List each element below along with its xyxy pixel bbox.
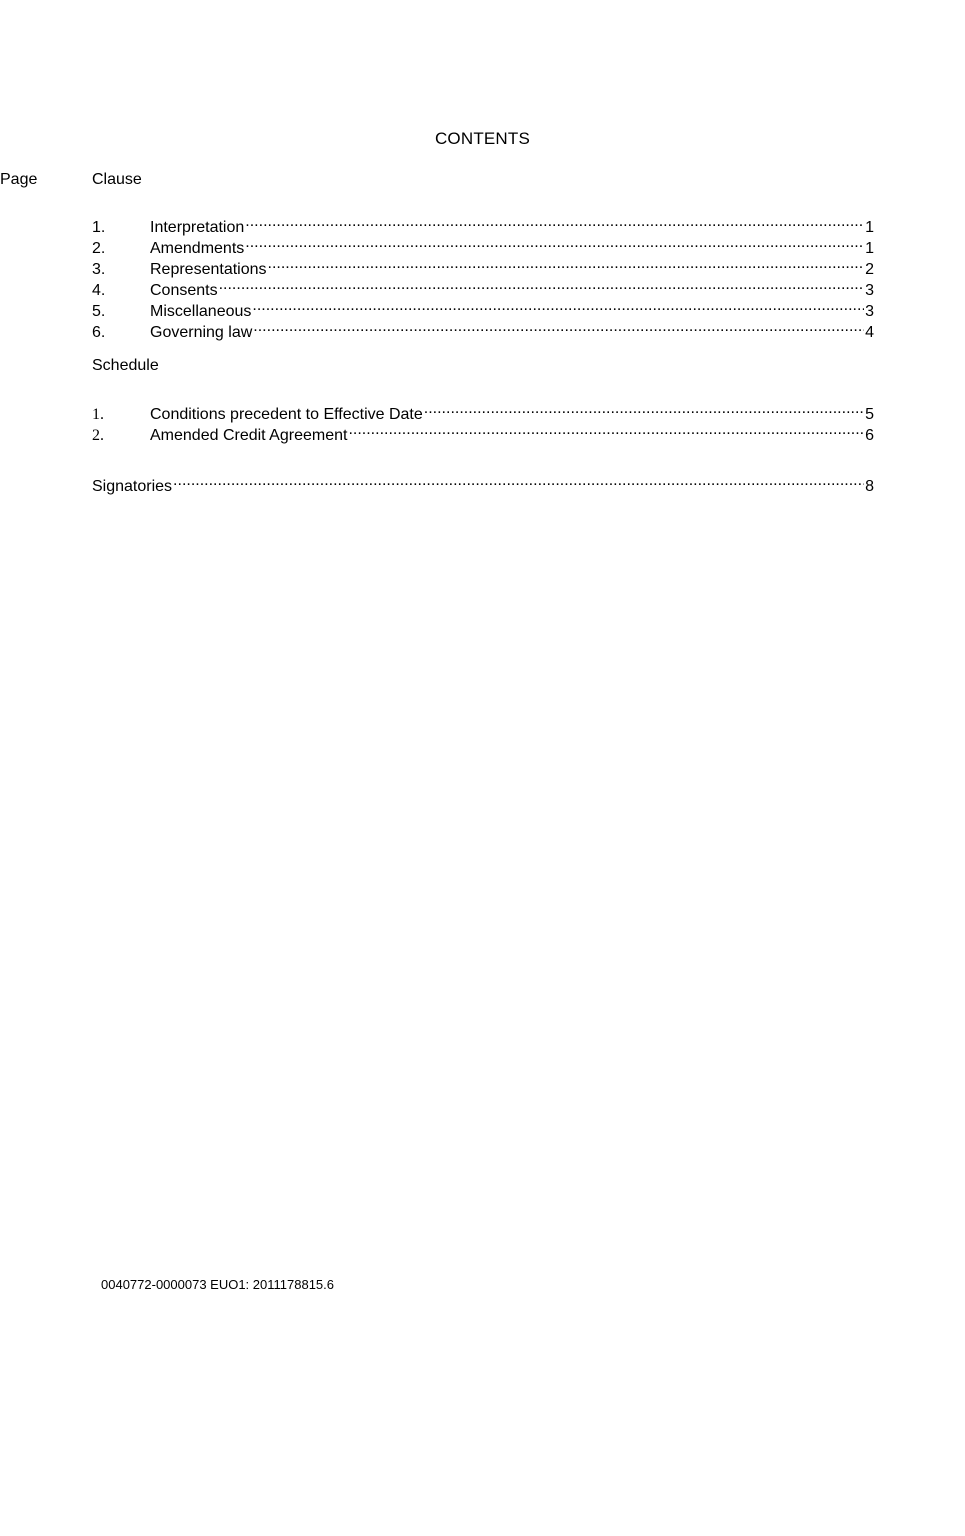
toc-entry-page: 6 (865, 427, 874, 444)
toc-entry-label: Miscellaneous (150, 303, 252, 320)
dot-leader (424, 398, 864, 419)
toc-entry-label: Consents (150, 282, 218, 299)
toc-entry-page: 4 (865, 324, 874, 341)
toc-entry-number: 4. (92, 282, 106, 299)
toc-entry-page: 3 (865, 303, 874, 320)
toc-entry-label: Conditions precedent to Effective Date (150, 406, 423, 423)
schedule-list (92, 398, 874, 444)
toc-entry-page: 8 (865, 478, 874, 495)
toc-entry-label: Governing law (150, 324, 253, 341)
document-reference-footer: 0040772-0000073 EUO1: 2011178815.6 (101, 1277, 334, 1292)
toc-entry-page: 1 (865, 240, 874, 257)
dot-leader (348, 419, 864, 440)
toc-entry-number: 2. (92, 427, 104, 444)
toc-entry-conditions-precedent[interactable] (92, 398, 874, 423)
signatories-list (92, 470, 874, 495)
schedule-heading: Schedule (92, 357, 159, 374)
dot-leader (219, 274, 865, 295)
toc-entry-interpretation[interactable] (92, 211, 874, 236)
dot-leader (252, 295, 864, 316)
toc-entry-label: Interpretation (150, 219, 245, 236)
contents-title: CONTENTS (434, 129, 531, 148)
toc-entry-number: 6. (92, 324, 106, 341)
toc-entry-page: 1 (865, 219, 874, 236)
clause-list (92, 211, 874, 341)
toc-entry-label: Signatories (92, 478, 173, 495)
toc-entry-number: 2. (92, 240, 106, 257)
toc-entry-label: Representations (150, 261, 267, 278)
toc-entry-page: 3 (865, 282, 874, 299)
toc-entry-number: 1. (92, 219, 106, 236)
dot-leader (245, 232, 864, 253)
page-column-header: Page (0, 171, 38, 188)
toc-entry-signatories[interactable] (92, 470, 874, 495)
dot-leader (253, 316, 864, 337)
dot-leader (268, 253, 865, 274)
toc-entry-label: Amended Credit Agreement (150, 427, 348, 444)
dot-leader (173, 470, 864, 491)
toc-entry-label: Amendments (150, 240, 245, 257)
toc-entry-page: 2 (865, 261, 874, 278)
toc-entry-number: 3. (92, 261, 106, 278)
toc-entry-page: 5 (865, 406, 874, 423)
clause-column-header: Clause (92, 171, 142, 188)
toc-entry-number: 1. (92, 406, 104, 423)
dot-leader (245, 211, 864, 232)
toc-entry-number: 5. (92, 303, 106, 320)
